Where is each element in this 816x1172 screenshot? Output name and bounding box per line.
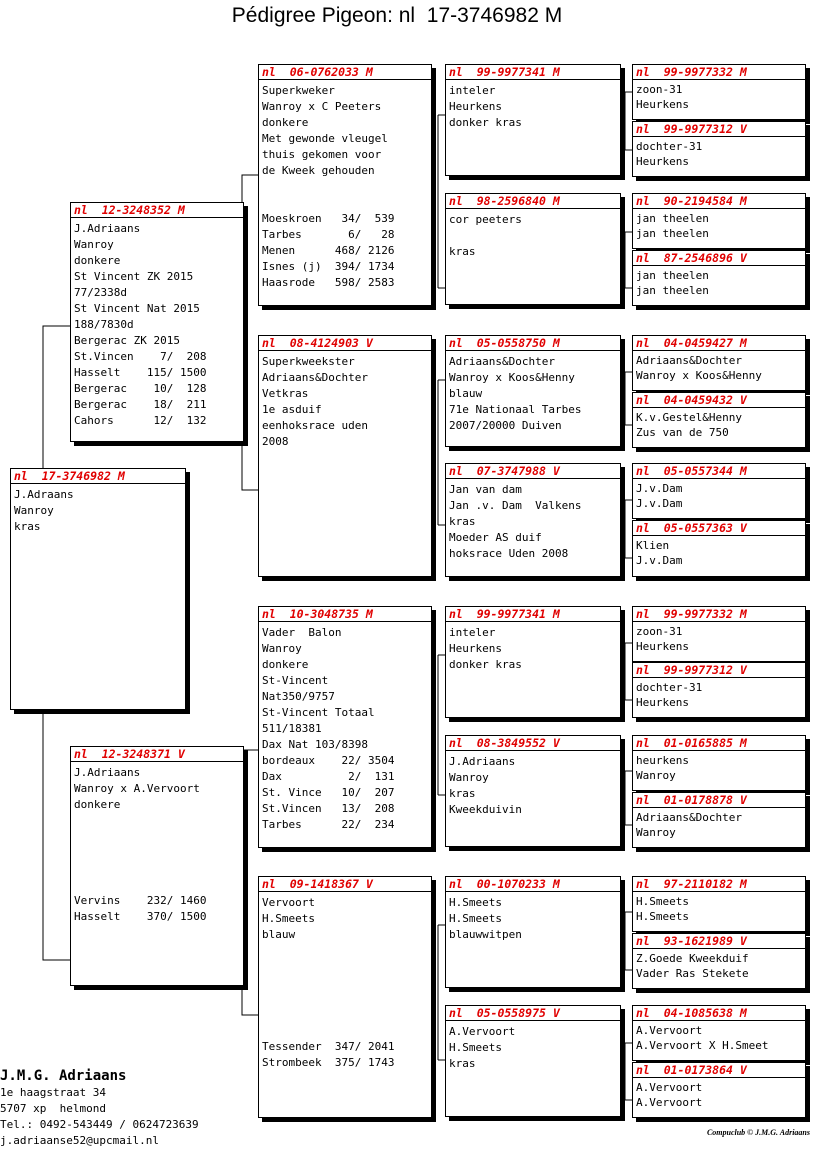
pigeon-info: A.Vervoort A.Vervoort xyxy=(636,1081,703,1109)
breeder-phone: Tel.: 0492-543449 / 0624723639 xyxy=(0,1118,199,1131)
pigeon-card-fm[interactable] xyxy=(258,335,432,577)
pigeon-card-mmmm[interactable] xyxy=(632,1062,806,1118)
pigeon-info: zoon-31 Heurkens xyxy=(636,625,689,653)
ring-number: nl 17-3746982 M xyxy=(11,469,185,484)
pigeon-card-fmff[interactable] xyxy=(632,335,806,391)
pigeon-card-mfmf[interactable] xyxy=(632,735,806,791)
pigeon-card-ffm[interactable] xyxy=(445,193,621,305)
ring-number: nl 87-2546896 V xyxy=(633,251,805,266)
pigeon-info: inteler Heurkens donker kras xyxy=(449,84,522,129)
pigeon-card-mm[interactable] xyxy=(258,876,432,1118)
pigeon-card-fmfm[interactable] xyxy=(632,392,806,448)
ring-number: nl 99-9977332 M xyxy=(633,607,805,622)
breeder-address: 1e haagstraat 34 xyxy=(0,1086,106,1099)
ring-number: nl 98-2596840 M xyxy=(446,194,620,209)
pigeon-info: Z.Goede Kweekduif Vader Ras Stekete xyxy=(636,952,749,980)
ring-number: nl 09-1418367 V xyxy=(259,877,431,892)
pigeon-info: jan theelen jan theelen xyxy=(636,269,709,297)
ring-number: nl 05-0558975 V xyxy=(446,1006,620,1021)
breeder-name: J.M.G. Adriaans xyxy=(0,1068,127,1084)
ring-number: nl 12-3248371 V xyxy=(71,747,243,762)
ring-number: nl 93-1621989 V xyxy=(633,934,805,949)
pigeon-info: dochter-31 Heurkens xyxy=(636,140,703,168)
page-title: Pédigree Pigeon: nl 17-3746982 M xyxy=(231,4,563,27)
ring-number: nl 99-9977312 V xyxy=(633,122,805,137)
pigeon-info: J.Adraans Wanroy kras xyxy=(14,488,74,533)
pigeon-card-fff[interactable] xyxy=(445,64,621,176)
pigeon-info: K.v.Gestel&Henny Zus van de 750 xyxy=(636,411,742,439)
pigeon-info: J.v.Dam J.v.Dam xyxy=(636,482,683,510)
pigeon-card-ffmm[interactable] xyxy=(632,250,806,306)
ring-number: nl 05-0557344 M xyxy=(633,464,805,479)
ring-number: nl 99-9977312 V xyxy=(633,663,805,678)
ring-number: nl 01-0178878 V xyxy=(633,793,805,808)
pigeon-info: Adriaans&Dochter Wanroy x Koos&Henny xyxy=(636,354,762,382)
pigeon-card-subject[interactable] xyxy=(10,468,186,710)
ring-number: nl 12-3248352 M xyxy=(71,203,243,218)
pigeon-card-mfff[interactable] xyxy=(632,606,806,662)
pigeon-card-ffmf[interactable] xyxy=(632,193,806,249)
pigeon-card-fmf[interactable] xyxy=(445,335,621,447)
pigeon-card-mffm[interactable] xyxy=(632,662,806,718)
pigeon-info: Vader Balon Wanroy donkere St-Vincent Nat350/9757 St-Vincent Totaal 511/18381 Dax Nat 103/8398 bordeaux 22/ 3504 Dax 2/ 131 St. Vince 10/ 207 St.Vincen 13/ 208 Tarbes 22/ 234 xyxy=(262,626,395,831)
ring-number: nl 90-2194584 M xyxy=(633,194,805,209)
ring-number: nl 04-0459432 V xyxy=(633,393,805,408)
pigeon-card-mfmm[interactable] xyxy=(632,792,806,848)
pigeon-card-ff[interactable] xyxy=(258,64,432,306)
pigeon-info: zoon-31 Heurkens xyxy=(636,83,689,111)
pigeon-info: cor peeters kras xyxy=(449,213,522,258)
ring-number: nl 04-1085638 M xyxy=(633,1006,805,1021)
pigeon-info: J.Adriaans Wanroy kras Kweekduivin xyxy=(449,755,522,816)
ring-number: nl 99-9977341 M xyxy=(446,607,620,622)
pigeon-card-father[interactable] xyxy=(70,202,244,442)
pigeon-info: Superkweker Wanroy x C Peeters donkere Met gewonde vleugel thuis gekomen voor de Kweek gehouden Moeskroen 34/ 539 Tarbes 6/ 28 Menen 468/ 2126 Isnes (j) 394/ 1734 Haasrode 598/ 2583 xyxy=(262,84,395,289)
footer-credit: Compuclub © J.M.G. Adriaans xyxy=(706,1128,810,1137)
ring-number: nl 01-0165885 M xyxy=(633,736,805,751)
pigeon-card-mmmf[interactable] xyxy=(632,1005,806,1061)
pigeon-info: J.Adriaans Wanroy x A.Vervoort donkere Vervins 232/ 1460 Hasselt 370/ 1500 xyxy=(74,766,207,923)
ring-number: nl 10-3048735 M xyxy=(259,607,431,622)
ring-number: nl 00-1070233 M xyxy=(446,877,620,892)
ring-number: nl 01-0173864 V xyxy=(633,1063,805,1078)
ring-number: nl 05-0558750 M xyxy=(446,336,620,351)
ring-number: nl 05-0557363 V xyxy=(633,521,805,536)
pigeon-info: Vervoort H.Smeets blauw Tessender 347/ 2041 Strombeek 375/ 1743 xyxy=(262,896,395,1069)
pigeon-info: Superkweekster Adriaans&Dochter Vetkras 1e asduif eenhoksrace uden 2008 xyxy=(262,355,368,448)
pigeon-info: Klien J.v.Dam xyxy=(636,539,683,567)
pigeon-info: H.Smeets H.Smeets blauwwitpen xyxy=(449,896,522,941)
ring-number: nl 08-3849552 V xyxy=(446,736,620,751)
pigeon-card-mmf[interactable] xyxy=(445,876,621,988)
breeder-city: 5707 xp helmond xyxy=(0,1102,106,1115)
pigeon-card-fmmf[interactable] xyxy=(632,463,806,519)
pigeon-card-ffff[interactable] xyxy=(632,64,806,120)
ring-number: nl 99-9977332 M xyxy=(633,65,805,80)
breeder-info xyxy=(0,1035,199,1149)
pigeon-info: Adriaans&Dochter Wanroy x Koos&Henny blauw 71e Nationaal Tarbes 2007/20000 Duiven xyxy=(449,355,582,432)
ring-number: nl 06-0762033 M xyxy=(259,65,431,80)
pigeon-info: A.Vervoort A.Vervoort X H.Smeet xyxy=(636,1024,769,1052)
ring-number: nl 08-4124903 V xyxy=(259,336,431,351)
pigeon-info: A.Vervoort H.Smeets kras xyxy=(449,1025,516,1070)
pigeon-card-mf[interactable] xyxy=(258,606,432,848)
ring-number: nl 04-0459427 M xyxy=(633,336,805,351)
pigeon-info: jan theelen jan theelen xyxy=(636,212,709,240)
ring-number: nl 97-2110182 M xyxy=(633,877,805,892)
pigeon-card-mff[interactable] xyxy=(445,606,621,718)
pigeon-card-fffm[interactable] xyxy=(632,121,806,177)
pigeon-info: Adriaans&Dochter Wanroy xyxy=(636,811,742,839)
ring-number: nl 07-3747988 V xyxy=(446,464,620,479)
pigeon-card-mother[interactable] xyxy=(70,746,244,986)
pigeon-info: dochter-31 Heurkens xyxy=(636,681,703,709)
pigeon-card-fmm[interactable] xyxy=(445,463,621,577)
pigeon-card-mmfm[interactable] xyxy=(632,933,806,989)
pigeon-card-mmff[interactable] xyxy=(632,876,806,932)
pigeon-card-mmm[interactable] xyxy=(445,1005,621,1117)
ring-number: nl 99-9977341 M xyxy=(446,65,620,80)
pigeon-info: J.Adriaans Wanroy donkere St Vincent ZK 2015 77/2338d St Vincent Nat 2015 188/7830d Bergerac ZK 2015 St.Vincen 7/ 208 Hasselt 115/ 1500 Bergerac 10/ 128 Bergerac 18/ 211 Cahors 12/ 132 xyxy=(74,222,207,427)
pigeon-info: H.Smeets H.Smeets xyxy=(636,895,689,923)
pigeon-info: inteler Heurkens donker kras xyxy=(449,626,522,671)
pigeon-card-fmmm[interactable] xyxy=(632,520,806,577)
breeder-email[interactable]: j.adriaanse52@upcmail.nl xyxy=(0,1134,159,1147)
pigeon-info: heurkens Wanroy xyxy=(636,754,689,782)
pigeon-card-mfm[interactable] xyxy=(445,735,621,847)
pigeon-info: Jan van dam Jan .v. Dam Valkens kras Moeder AS duif hoksrace Uden 2008 xyxy=(449,483,582,560)
